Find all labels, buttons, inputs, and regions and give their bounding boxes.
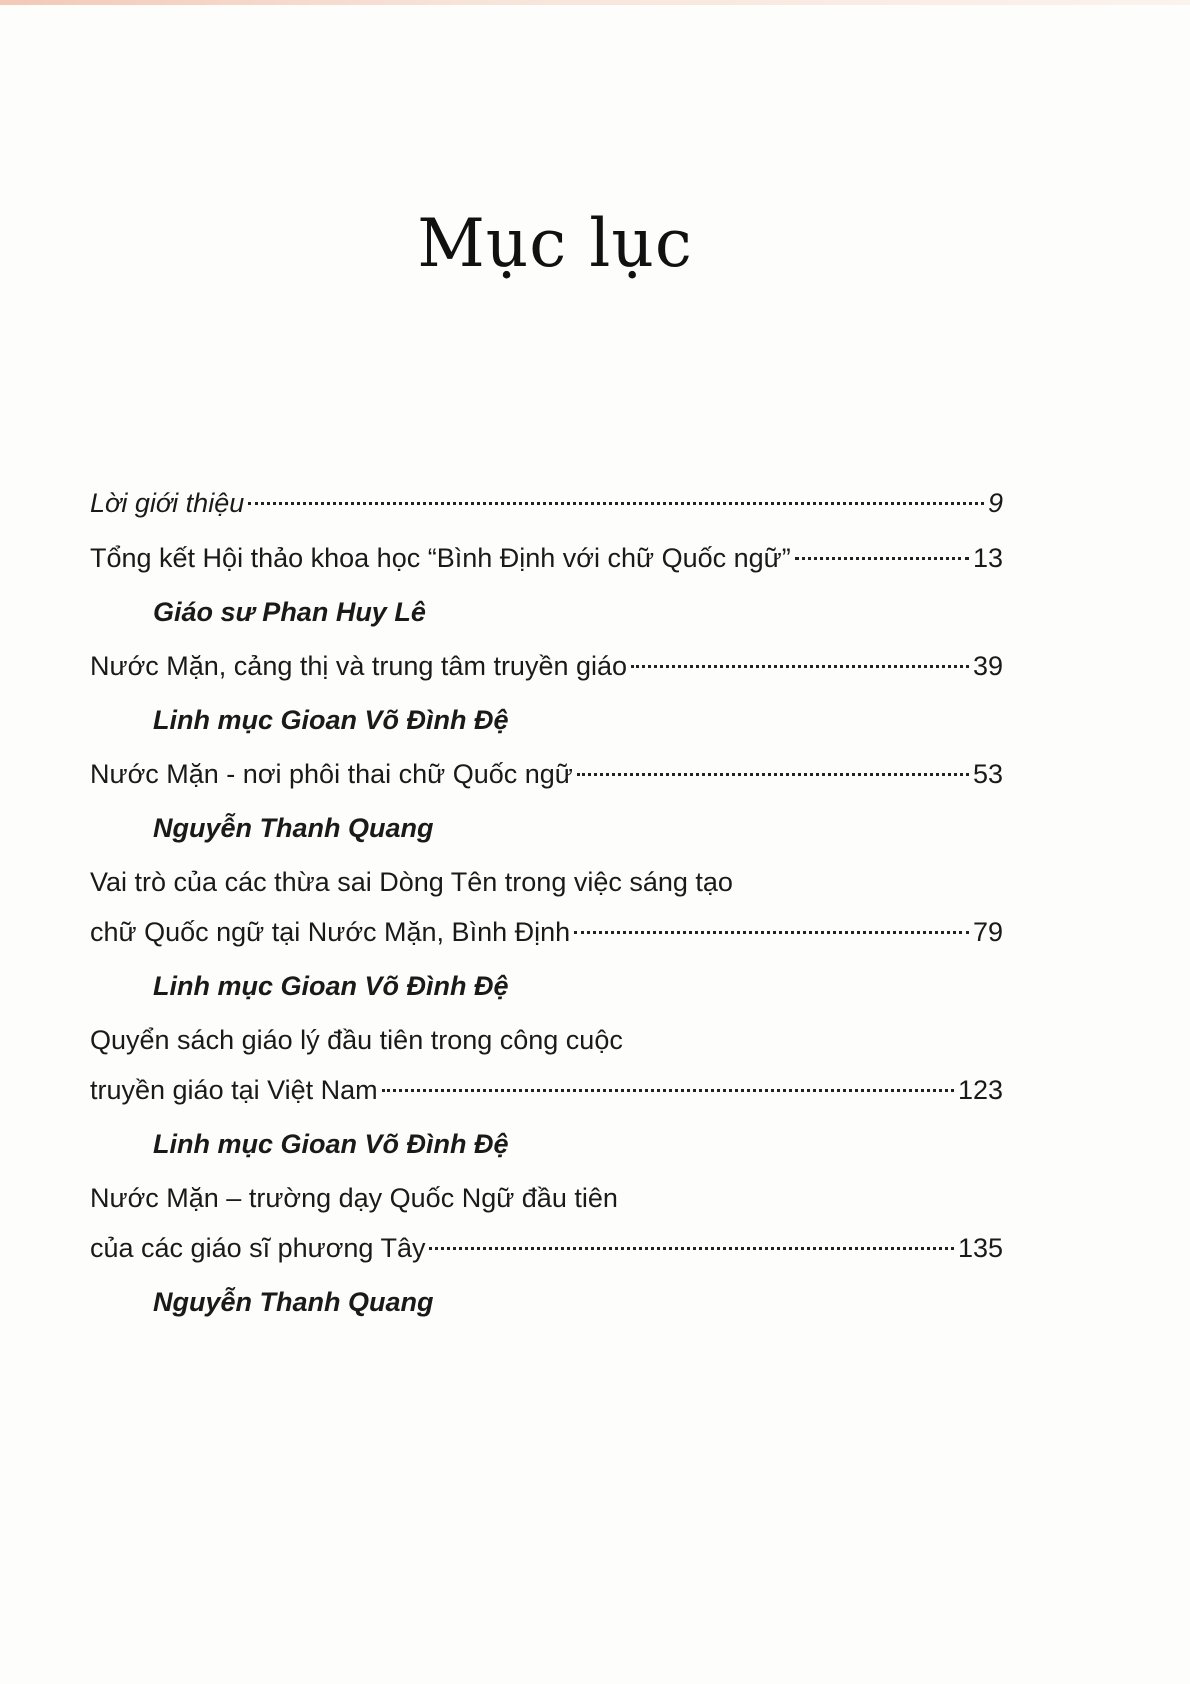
toc-entry-author: Linh mục Gioan Võ Đình Đệ: [153, 971, 509, 1001]
toc-entry[interactable]: [90, 641, 1003, 691]
toc-page-number: 13: [972, 543, 1003, 573]
toc-entry-title-continued: của các giáo sĩ phương Tây: [90, 1233, 426, 1263]
toc-entry-title-continued: truyền giáo tại Việt Nam: [90, 1075, 378, 1105]
page-top-edge: [0, 0, 1190, 5]
toc-page-number: 123: [957, 1075, 1003, 1105]
dot-leader: [795, 557, 969, 560]
toc-entry[interactable]: [90, 749, 1003, 799]
toc-page-number: 9: [987, 488, 1003, 518]
dot-leader: [631, 665, 969, 668]
toc-entry-title: Tổng kết Hội thảo khoa học “Bình Định với chữ Quốc ngữ”: [90, 543, 791, 573]
toc-entry-title-continued: chữ Quốc ngữ tại Nước Mặn, Bình Định: [90, 917, 571, 947]
dot-leader: [248, 502, 984, 505]
toc-entry-title: Vai trò của các thừa sai Dòng Tên trong việc sáng tạo: [90, 867, 733, 897]
table-of-contents: [90, 478, 1003, 1331]
toc-page-number: 53: [972, 759, 1003, 789]
toc-entry-title-line[interactable]: [90, 1173, 1003, 1223]
toc-entry-author: Nguyễn Thanh Quang: [153, 813, 434, 843]
toc-entry-author: Linh mục Gioan Võ Đình Đệ: [153, 705, 509, 735]
toc-entry-author: Linh mục Gioan Võ Đình Đệ: [153, 1129, 509, 1159]
page-title: Mục lục: [417, 205, 693, 282]
toc-entry-title: Lời giới thiệu: [90, 488, 245, 518]
toc-entry-title-line[interactable]: [90, 1015, 1003, 1065]
toc-entry-title: Quyển sách giáo lý đầu tiên trong công cuộc: [90, 1025, 623, 1055]
toc-entry-author: Nguyễn Thanh Quang: [153, 1287, 434, 1317]
dot-leader: [429, 1247, 953, 1250]
toc-page-number: 39: [972, 651, 1003, 681]
toc-entry[interactable]: [90, 907, 1003, 957]
toc-entry-title: Nước Mặn - nơi phôi thai chữ Quốc ngữ: [90, 759, 573, 789]
dot-leader: [574, 931, 969, 934]
toc-page-number: 79: [972, 917, 1003, 947]
toc-entry-intro[interactable]: [90, 478, 1003, 528]
toc-entry[interactable]: [90, 1065, 1003, 1115]
dot-leader: [577, 773, 969, 776]
toc-entry-title: Nước Mặn – trường dạy Quốc Ngữ đầu tiên: [90, 1183, 618, 1213]
toc-entry-title-line[interactable]: [90, 857, 1003, 907]
toc-entry-author: Giáo sư Phan Huy Lê: [153, 597, 426, 627]
toc-entry[interactable]: [90, 1223, 1003, 1273]
toc-entry-title: Nước Mặn, cảng thị và trung tâm truyền giáo: [90, 651, 628, 681]
dot-leader: [382, 1089, 954, 1092]
toc-page-number: 135: [957, 1233, 1003, 1263]
toc-entry[interactable]: [90, 533, 1003, 583]
